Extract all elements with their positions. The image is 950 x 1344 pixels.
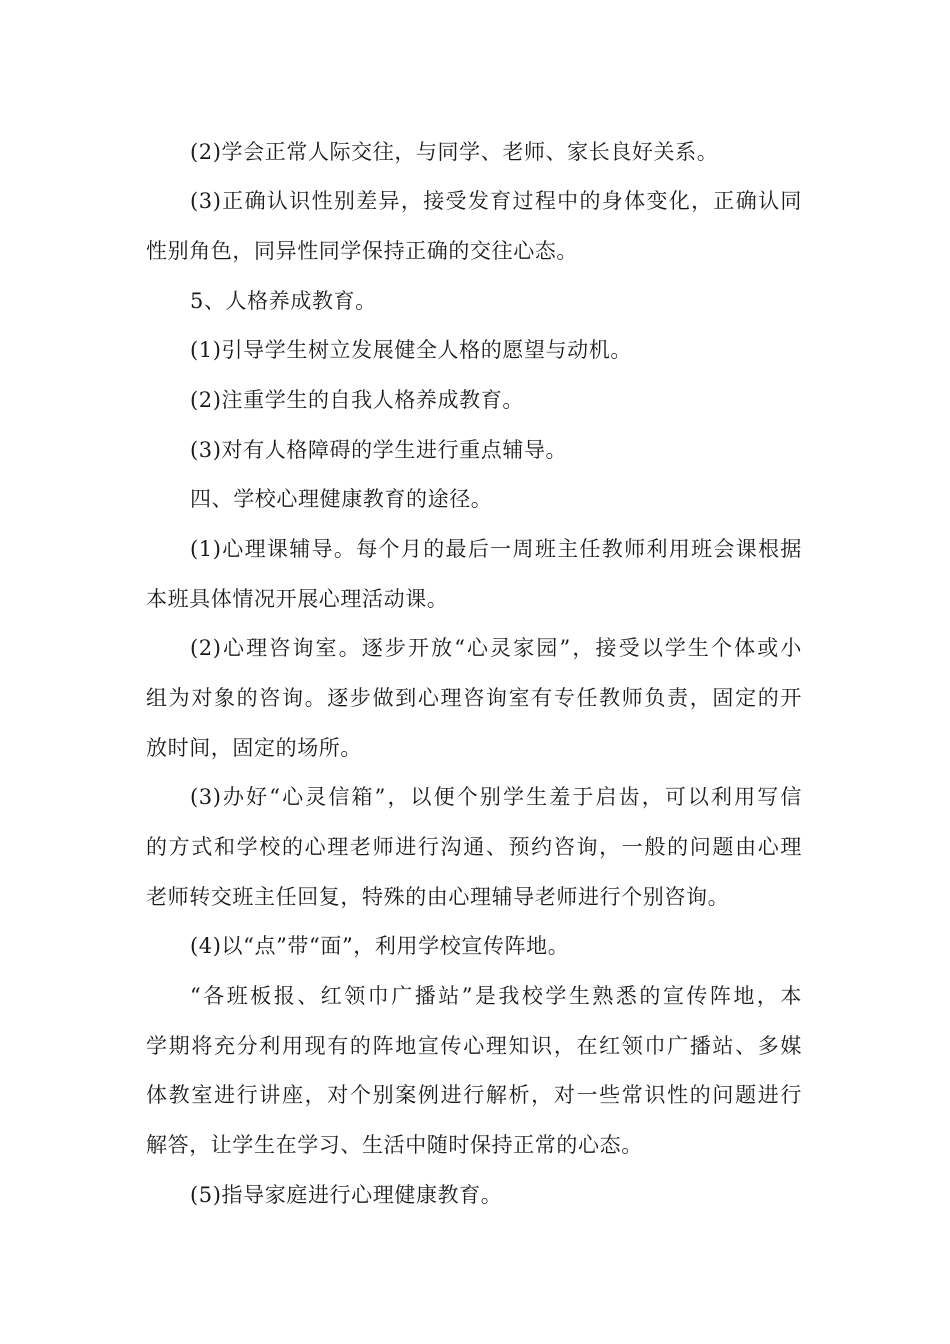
paragraph-line: (2)心理咨询室。逐步开放“心灵家园”，接受以学生个体或小 [190, 636, 802, 660]
paragraph-line: (3)办好“心灵信箱”，以便个别学生羞于启齿，可以利用写信 [190, 785, 802, 809]
section-heading: 四、学校心理健康教育的途径。 [190, 487, 493, 511]
paragraph-line: 的方式和学校的心理老师进行沟通、预约咨询，一般的问题由心理 [146, 835, 802, 859]
paragraph-line: (3)正确认识性别差异，接受发育过程中的身体变化，正确认同 [190, 189, 802, 213]
paragraph-line: (5)指导家庭进行心理健康教育。 [190, 1183, 503, 1207]
paragraph-line: (1)引导学生树立发展健全人格的愿望与动机。 [190, 338, 632, 362]
paragraph-line: 本班具体情况开展心理活动课。 [146, 587, 449, 611]
paragraph-line: (1)心理课辅导。每个月的最后一周班主任教师利用班会课根据 [190, 537, 802, 561]
paragraph-line: 老师转交班主任回复，特殊的由心理辅导老师进行个别咨询。 [146, 885, 730, 909]
paragraph-line: 放时间，固定的场所。 [146, 736, 362, 760]
paragraph-line: “各班板报、红领巾广播站”是我校学生熟悉的宣传阵地，本 [190, 984, 802, 1008]
paragraph-line: 学期将充分利用现有的阵地宣传心理知识，在红领巾广播站、多媒 [146, 1034, 802, 1058]
paragraph-line: (3)对有人格障碍的学生进行重点辅导。 [190, 438, 568, 462]
paragraph-line: 体教室进行讲座，对个别案例进行解析，对一些常识性的问题进行 [146, 1083, 802, 1107]
paragraph-line: 性别角色，同异性同学保持正确的交往心态。 [146, 239, 578, 263]
paragraph-line: (4)以“点”带“面”，利用学校宣传阵地。 [190, 934, 570, 958]
paragraph-line: 组为对象的咨询。逐步做到心理咨询室有专任教师负责，固定的开 [146, 686, 802, 710]
paragraph-line: (2)注重学生的自我人格养成教育。 [190, 388, 524, 412]
section-heading: 5、人格养成教育。 [190, 289, 377, 313]
paragraph-line: 解答，让学生在学习、生活中随时保持正常的心态。 [146, 1133, 643, 1157]
paragraph-line: (2)学会正常人际交往，与同学、老师、家长良好关系。 [190, 140, 719, 164]
